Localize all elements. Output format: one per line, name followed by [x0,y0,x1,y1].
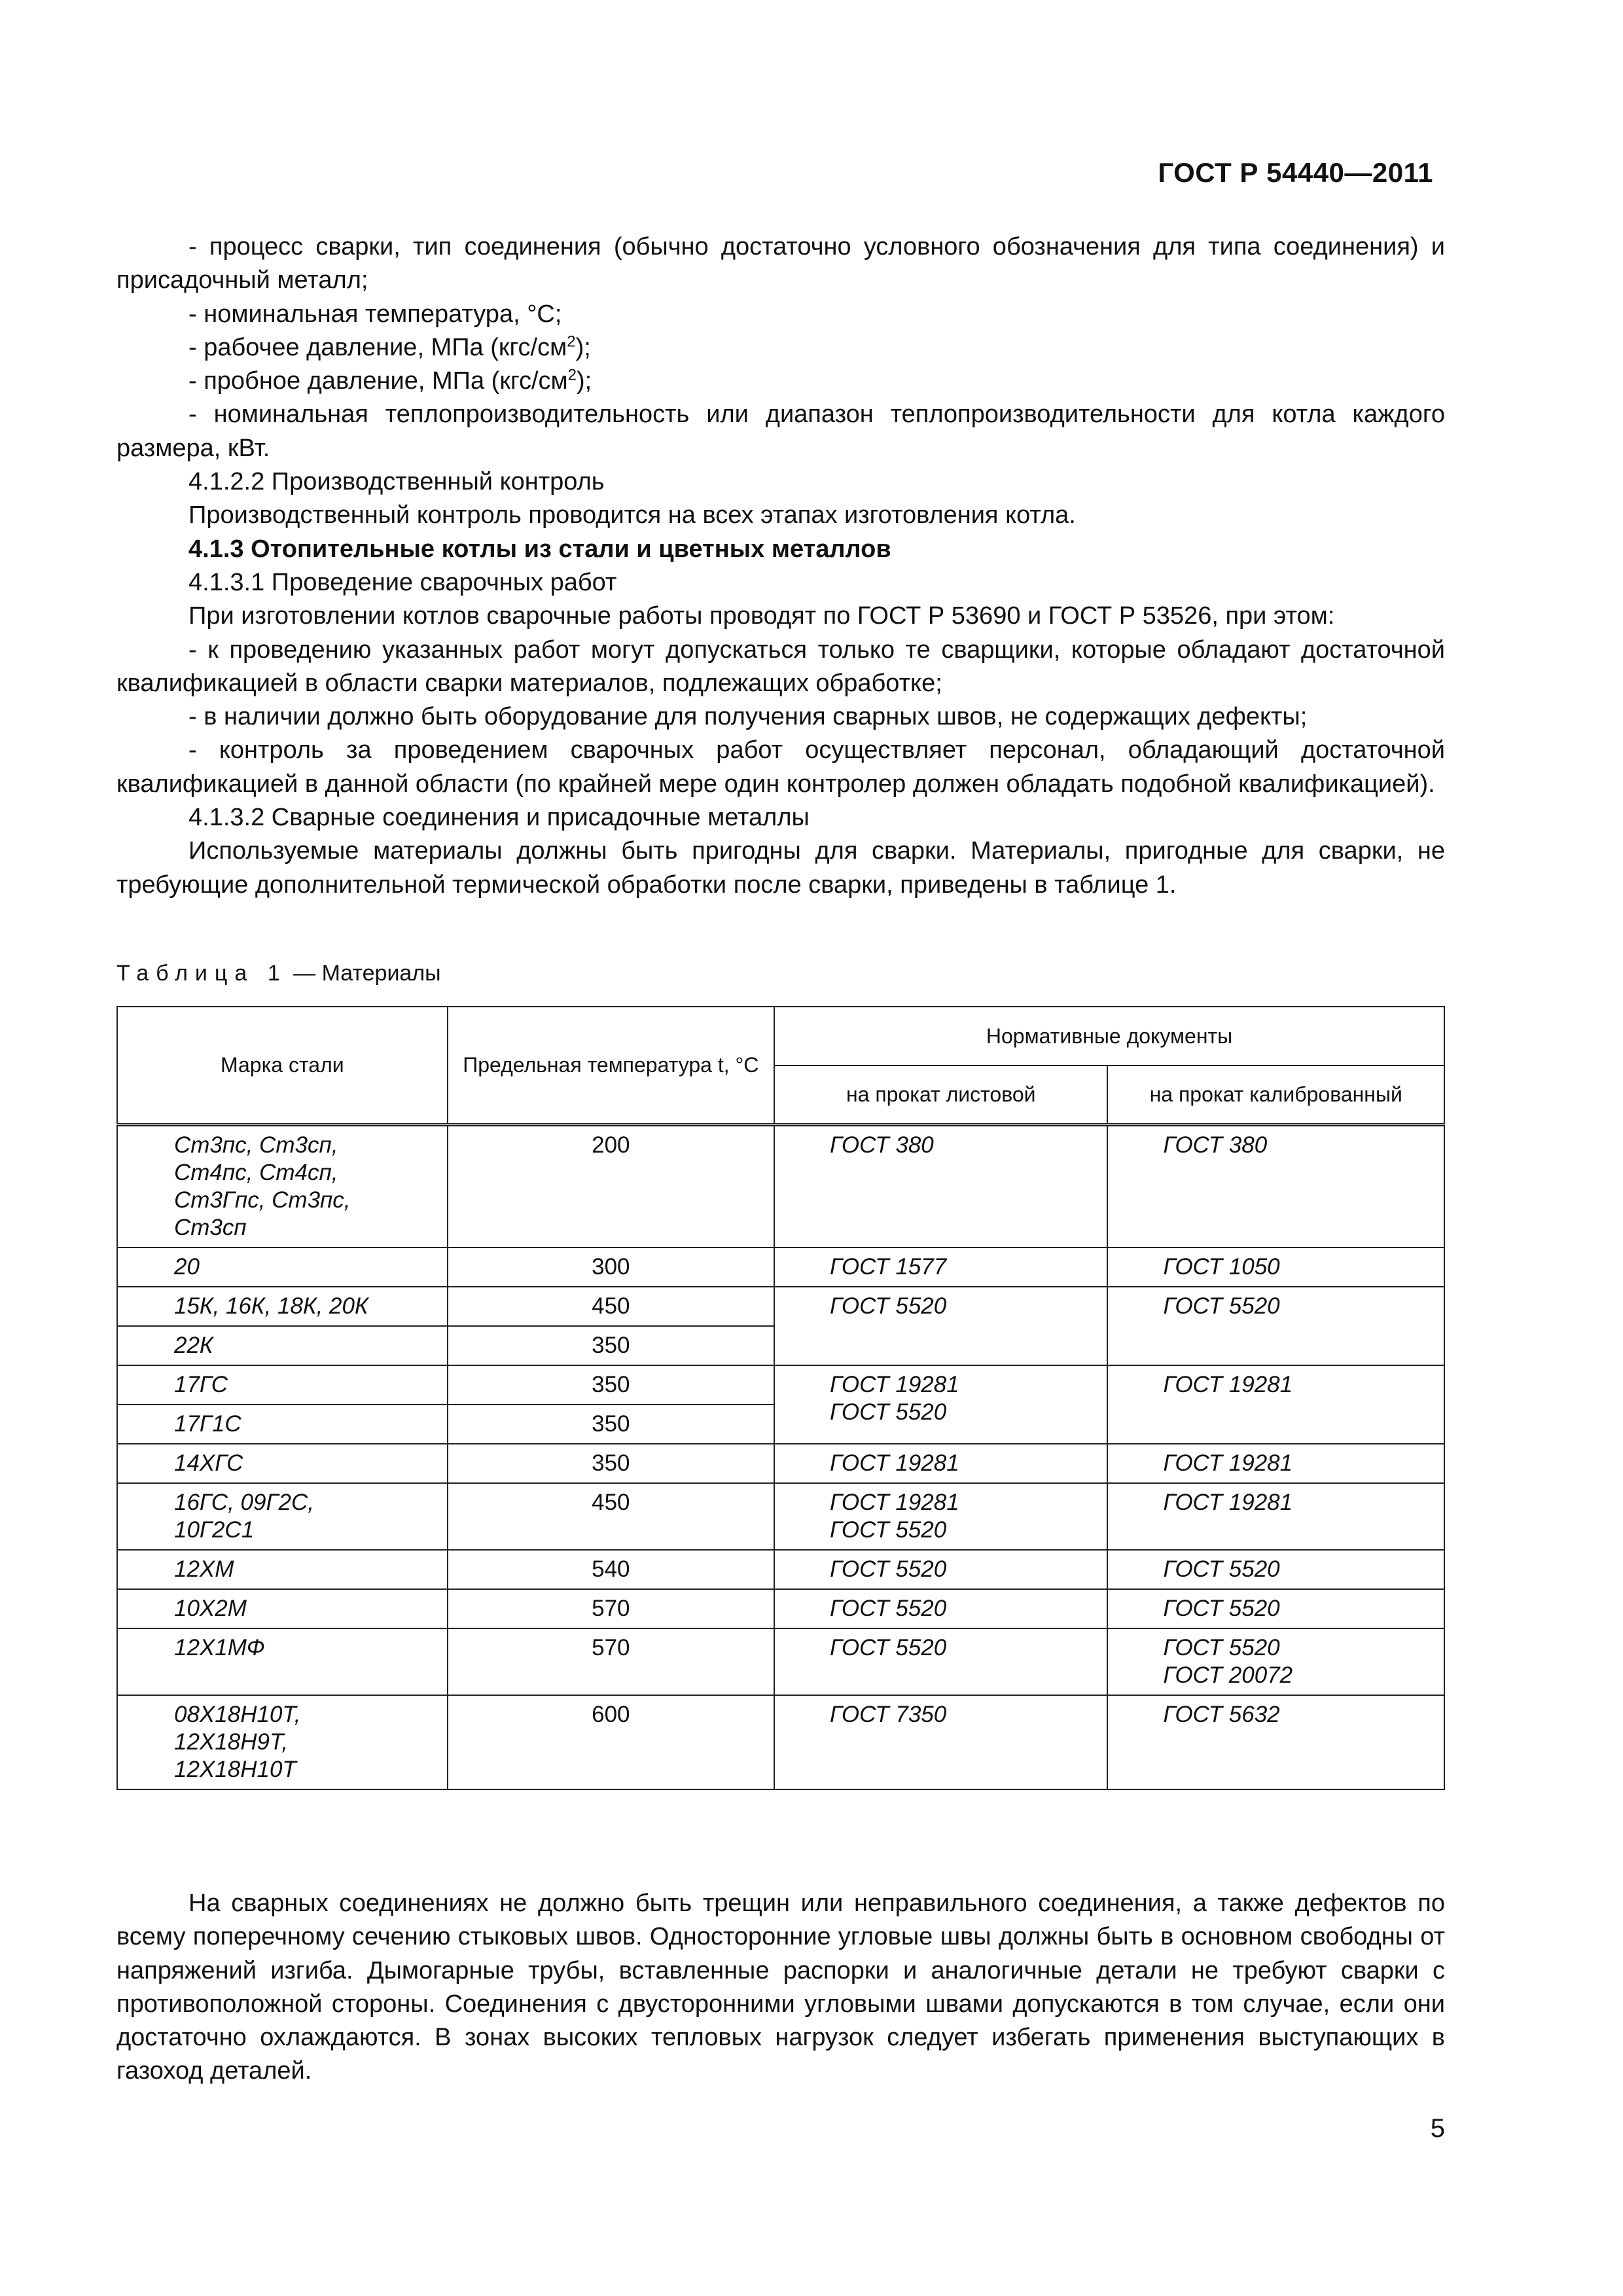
cell-text-line: ГОСТ 380 [1163,1132,1268,1158]
cell-limit-temperature: 600 [448,1695,774,1789]
table-caption-label: Таблица 1 [116,961,287,986]
header-steel-grade: Марка стали [117,1007,448,1124]
cell-calibrated-doc [1107,1483,1444,1550]
cell-text-line: ГОСТ 5520 [1163,1293,1280,1319]
cell-text-line: ГОСТ 19281 [1163,1489,1293,1515]
cell-text-line: 12Х1МФ [174,1634,265,1660]
cell-limit-temperature: 540 [448,1550,774,1589]
cell-text-line: 16ГС, 09Г2С, [174,1489,314,1515]
cell-text-line: 17Г1С [174,1410,241,1437]
cell-steel-grade [117,1326,448,1365]
cell-calibrated-doc [1107,1628,1444,1695]
cell-text-line: ГОСТ 20072 [1163,1662,1293,1688]
cell-sheet-doc [774,1444,1107,1483]
cell-calibrated-doc [1107,1550,1444,1589]
cell-text-line: ГОСТ 1050 [1163,1253,1280,1280]
paragraph: Производственный контроль проводится на всех этапах изготовления котла. [188,501,1076,529]
cell-text-line: 22К [174,1332,213,1358]
paragraph: - номинальная температура, °С; [188,300,562,328]
cell-text-line: Ст3Гпс, Ст3пс, [174,1187,351,1213]
cell-steel-grade [117,1695,448,1789]
header-calibrated-rolled: на прокат калиброванный [1107,1066,1444,1124]
cell-text-line: 12Х18Н9Т, [174,1729,288,1755]
document-code-header: ГОСТ Р 54440—2011 [1158,157,1433,188]
table-row [117,1444,1444,1483]
body-text [116,230,1445,902]
cell-calibrated-doc [1107,1287,1444,1365]
cell-text-line: ГОСТ 5520 [830,1516,947,1543]
cell-text-line: 12ХМ [174,1556,234,1582]
cell-calibrated-doc [1107,1124,1444,1247]
cell-sheet-doc [774,1247,1107,1287]
closing-paragraph [116,1887,1445,2089]
cell-calibrated-doc [1107,1589,1444,1628]
cell-text-line: 15К, 16К, 18К, 20К [174,1293,368,1319]
cell-text-line: 14ХГС [174,1450,243,1476]
cell-sheet-doc [774,1628,1107,1695]
table-row [117,1628,1444,1695]
cell-sheet-doc [774,1287,1107,1365]
cell-text-line: ГОСТ 5520 [830,1595,947,1621]
cell-limit-temperature: 300 [448,1247,774,1287]
cell-text-line: 12Х18Н10Т [174,1756,296,1782]
table-row [117,1550,1444,1589]
table-row [117,1365,1444,1405]
paragraph: При изготовлении котлов сварочные работы проводят по ГОСТ Р 53690 и ГОСТ Р 53526, при этом: [188,602,1335,630]
cell-text-line: 08Х18Н10Т, [174,1701,301,1727]
table-row [117,1287,1444,1326]
cell-text-line: ГОСТ 19281 [830,1371,959,1397]
cell-sheet-doc [774,1550,1107,1589]
cell-limit-temperature: 450 [448,1483,774,1550]
cell-text-line: Ст4пс, Ст4сп, [174,1159,338,1185]
paragraph: - номинальная теплопроизводительность или диапазон теплопроизводительности для котла каждого размера, кВт. [116,401,1445,462]
cell-steel-grade [117,1405,448,1444]
cell-calibrated-doc [1107,1695,1444,1789]
table-row [117,1589,1444,1628]
cell-calibrated-doc [1107,1247,1444,1287]
header-normative-documents: Нормативные документы [774,1007,1444,1066]
cell-limit-temperature: 570 [448,1589,774,1628]
paragraph: - к проведению указанных работ могут допускаться только те сварщики, которые обладают достаточной квалификацией в области сварки материалов, подлежащих обработке; [116,636,1445,697]
paragraph: - процесс сварки, тип соединения (обычно достаточно условного обозначения для типа соединения) и присадочный металл; [116,233,1445,295]
materials-table [116,1006,1445,1790]
section-heading: 4.1.3.2 Сварные соединения и присадочные металлы [188,804,810,832]
cell-text-line: 17ГС [174,1371,228,1397]
header-limit-temperature: Предельная температура t, °С [448,1007,774,1124]
cell-text-line: Ст3сп [174,1214,247,1240]
table-row [117,1124,1444,1247]
cell-limit-temperature: 350 [448,1444,774,1483]
cell-text-line: ГОСТ 19281 [1163,1371,1293,1397]
cell-calibrated-doc [1107,1444,1444,1483]
cell-limit-temperature: 350 [448,1326,774,1365]
paragraph: - в наличии должно быть оборудование для получения сварных швов, не содержащих дефекты; [188,703,1308,731]
paragraph: На сварных соединениях не должно быть трещин или неправильного соединения, а также дефектов по всему поперечному сечению стыковых швов. Односторонние угловые швы должны быть в основном свободны от напряжений изгиба. Дымогарные трубы, вставленные распорки и аналогичные детали не требуют сварки с противоположной стороны. Соединения с двусторонними угловыми швами допускаются в том случае, если они достаточно охлаждаются. В зонах высоких тепловых нагрузок следует избегать применения выступающих в газоход деталей. [116,1890,1445,2085]
cell-text-line: ГОСТ 5520 [830,1556,947,1582]
cell-text-line: 10Г2С1 [174,1516,255,1543]
table-row [117,1483,1444,1550]
page-number: 5 [1430,2114,1445,2143]
cell-steel-grade [117,1124,448,1247]
cell-text-line: ГОСТ 5520 [1163,1634,1280,1660]
cell-text-line: ГОСТ 19281 [1163,1450,1293,1476]
cell-limit-temperature: 350 [448,1365,774,1405]
cell-limit-temperature: 450 [448,1287,774,1326]
cell-steel-grade [117,1287,448,1326]
table-caption [116,961,441,986]
cell-text-line: ГОСТ 7350 [830,1701,947,1727]
paragraph: - рабочее давление, МПа $(кгс/см^2)$; [188,332,591,361]
cell-sheet-doc [774,1365,1107,1444]
cell-text-line: ГОСТ 19281 [830,1450,959,1476]
table-caption-title: — Материалы [287,961,441,986]
cell-text-line: 20 [174,1253,200,1280]
paragraph: - контроль за проведением сварочных работ осуществляет персонал, обладающий достаточной квалификацией в данной области (по крайней мере один контролер должен обладать подобной квалификацией). [116,736,1445,798]
cell-steel-grade [117,1628,448,1695]
cell-steel-grade [117,1483,448,1550]
cell-steel-grade [117,1589,448,1628]
cell-steel-grade [117,1365,448,1405]
cell-steel-grade [117,1247,448,1287]
cell-limit-temperature: 570 [448,1628,774,1695]
cell-steel-grade [117,1444,448,1483]
cell-limit-temperature: 350 [448,1405,774,1444]
cell-sheet-doc [774,1483,1107,1550]
cell-limit-temperature: 200 [448,1124,774,1247]
cell-text-line: 10Х2М [174,1595,247,1621]
cell-text-line: ГОСТ 5520 [830,1399,947,1425]
section-heading: 4.1.2.2 Производственный контроль [188,468,605,496]
cell-text-line: ГОСТ 1577 [830,1253,947,1280]
cell-text-line: ГОСТ 5632 [1163,1701,1280,1727]
cell-text-line: ГОСТ 5520 [830,1293,947,1319]
cell-calibrated-doc [1107,1365,1444,1444]
cell-text-line: ГОСТ 5520 [1163,1556,1280,1582]
section-heading: 4.1.3.1 Проведение сварочных работ [188,568,617,596]
cell-text-line: ГОСТ 5520 [1163,1595,1280,1621]
cell-sheet-doc [774,1589,1107,1628]
cell-steel-grade [117,1550,448,1589]
table-row [117,1695,1444,1789]
cell-text-line: ГОСТ 5520 [830,1634,947,1660]
table-row [117,1247,1444,1287]
cell-sheet-doc [774,1124,1107,1247]
paragraph: Используемые материалы должны быть пригодны для сварки. Материалы, пригодные для сварки, не требующие дополнительной термической обработки после сварки, приведены в таблице 1. [116,837,1445,899]
cell-text-line: ГОСТ 19281 [830,1489,959,1515]
cell-text-line: Ст3пс, Ст3сп, [174,1132,338,1158]
section-heading-bold: 4.1.3 Отопительные котлы из стали и цветных металлов [188,535,891,563]
cell-text-line: ГОСТ 380 [830,1132,934,1158]
header-sheet-rolled: на прокат листовой [774,1066,1107,1124]
cell-sheet-doc [774,1695,1107,1789]
paragraph: - пробное давление, МПа $(кгс/см^2)$; [188,366,592,395]
